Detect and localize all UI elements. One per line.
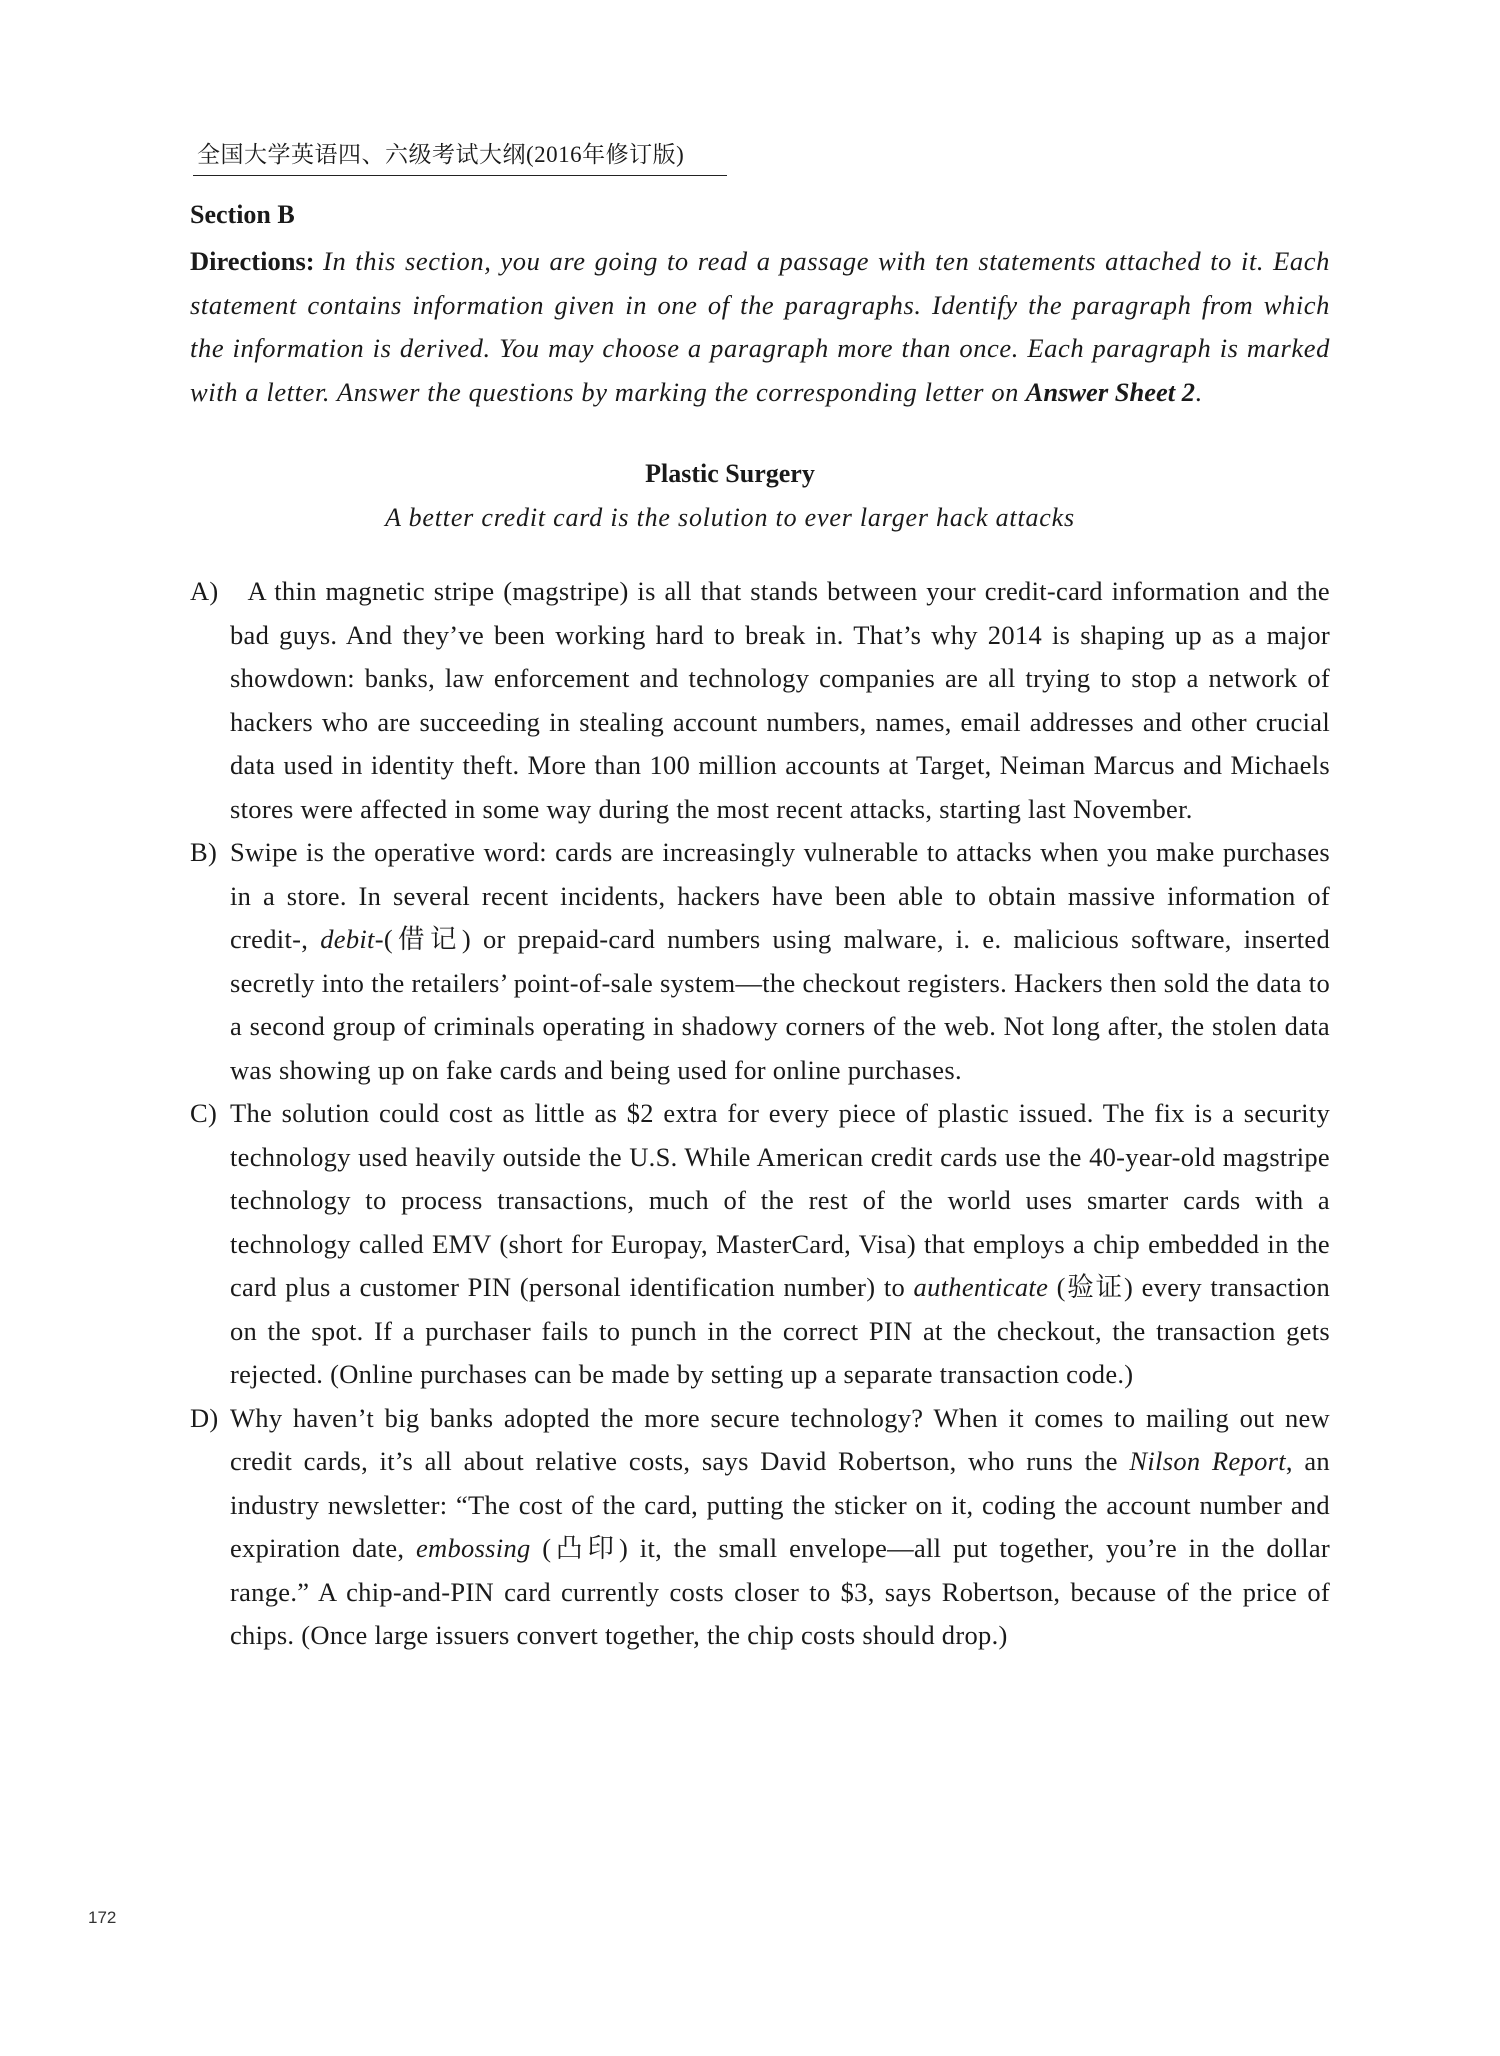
page-number: 172 — [88, 1908, 117, 1927]
page-content — [190, 198, 1330, 1658]
glossed-term: debit- — [320, 924, 384, 954]
paragraph-body: A thin magnetic stripe (magstripe) is all that stands between your credit-card information and the bad guys. And they’ve been working hard to break in. That’s why 2014 is shaping up as a major showdown: banks, law enforcement and technology companies are all trying to stop a network of hackers who are succeeding in stealing account numbers, names, email addresses and other crucial data used in identity theft. More than 100 million accounts at Target, Neiman Marcus and Michaels stores were affected in some way during the most recent attacks, starting last November. — [230, 576, 1330, 824]
directions-text: In this section, you are going to read a passage with ten statements attached to it. Each statement contains information given in one of the paragraphs. Identify the paragraph from which the information is derived. You may choose a paragraph more than once. Each paragraph is marked with a letter. Answer the questions by marking the corresponding letter on — [190, 246, 1330, 407]
glossed-term: authenticate — [913, 1272, 1049, 1302]
section-title: Section B — [190, 200, 295, 229]
paragraph-c — [190, 1092, 1330, 1397]
paragraph-text — [230, 570, 1330, 831]
paragraph-body: Swipe is the operative word: cards are increasingly vulnerable to attacks when you make purchases in a store. In several recent incidents, hackers have been able to obtain massive information of credit-, — [230, 837, 1330, 954]
paragraph-body: , an industry newsletter: “The cost of the card, putting the sticker on it, coding the account number and expiration date, — [230, 1446, 1330, 1563]
article-title: Plastic Surgery — [645, 459, 815, 488]
running-header: 全国大学英语四、六级考试大纲(2016年修订版) — [193, 136, 727, 176]
glossed-term: embossing — [415, 1533, 531, 1563]
answer-sheet-ref: Answer Sheet 2 — [1025, 376, 1195, 407]
directions — [190, 240, 1330, 414]
article-subtitle: A better credit card is the solution to ever larger hack attacks — [385, 503, 1075, 532]
publication-name: Nilson Report — [1129, 1446, 1286, 1476]
paragraph-body: (借记) or prepaid-card numbers using malware, i. e. malicious software, inserted secretly into the retailers’ point-of-sale system—the checkout registers. Hackers then sold the data to a second group of criminals operating in shadowy corners of the web. Not long after, the stolen data was showing up on fake cards and being used for online purchases. — [230, 924, 1330, 1085]
directions-end: . — [1195, 376, 1202, 407]
paragraph-body: Why haven’t big banks adopted the more secure technology? When it comes to mailing out new credit cards, it’s all about relative costs, says David Robertson, who runs the — [230, 1402, 1330, 1476]
paragraph-list — [190, 570, 1330, 1658]
paragraph-label: A) — [190, 576, 219, 606]
paragraph-body: (验证) every transaction on the spot. If a purchaser fails to punch in the correct PIN at the checkout, the transaction gets rejected. (Online purchases can be made by setting up a separate transaction code.) — [230, 1272, 1330, 1389]
paragraph-body: (凸印) it, the small envelope—all put together, you’re in the dollar range.” A chip-and-PIN card currently costs closer to $3, says Robertson, because of the price of chips. (Once large issuers convert together, the chip costs should drop.) — [230, 1533, 1330, 1650]
paragraph-text — [230, 1092, 1330, 1397]
paragraph-label: B) — [190, 837, 218, 867]
paragraph-b — [190, 831, 1330, 1092]
paragraph-a — [190, 570, 1330, 831]
paragraph-label: D) — [190, 1402, 219, 1433]
paragraph-text — [230, 1397, 1330, 1658]
paragraph-d — [190, 1397, 1330, 1658]
paragraph-body: The solution could cost as little as $2 extra for every piece of plastic issued. The fix is a security technology used heavily outside the U.S. While American credit cards use the 40-year-old magstripe technology to process transactions, much of the rest of the world uses smarter cards with a technology called EMV (short for Europay, MasterCard, Visa) that employs a chip embedded in the card plus a customer PIN (personal identification number) to — [230, 1098, 1330, 1302]
paragraph-text — [230, 831, 1330, 1092]
directions-label: Directions: — [190, 246, 315, 276]
paragraph-label: C) — [190, 1098, 218, 1128]
